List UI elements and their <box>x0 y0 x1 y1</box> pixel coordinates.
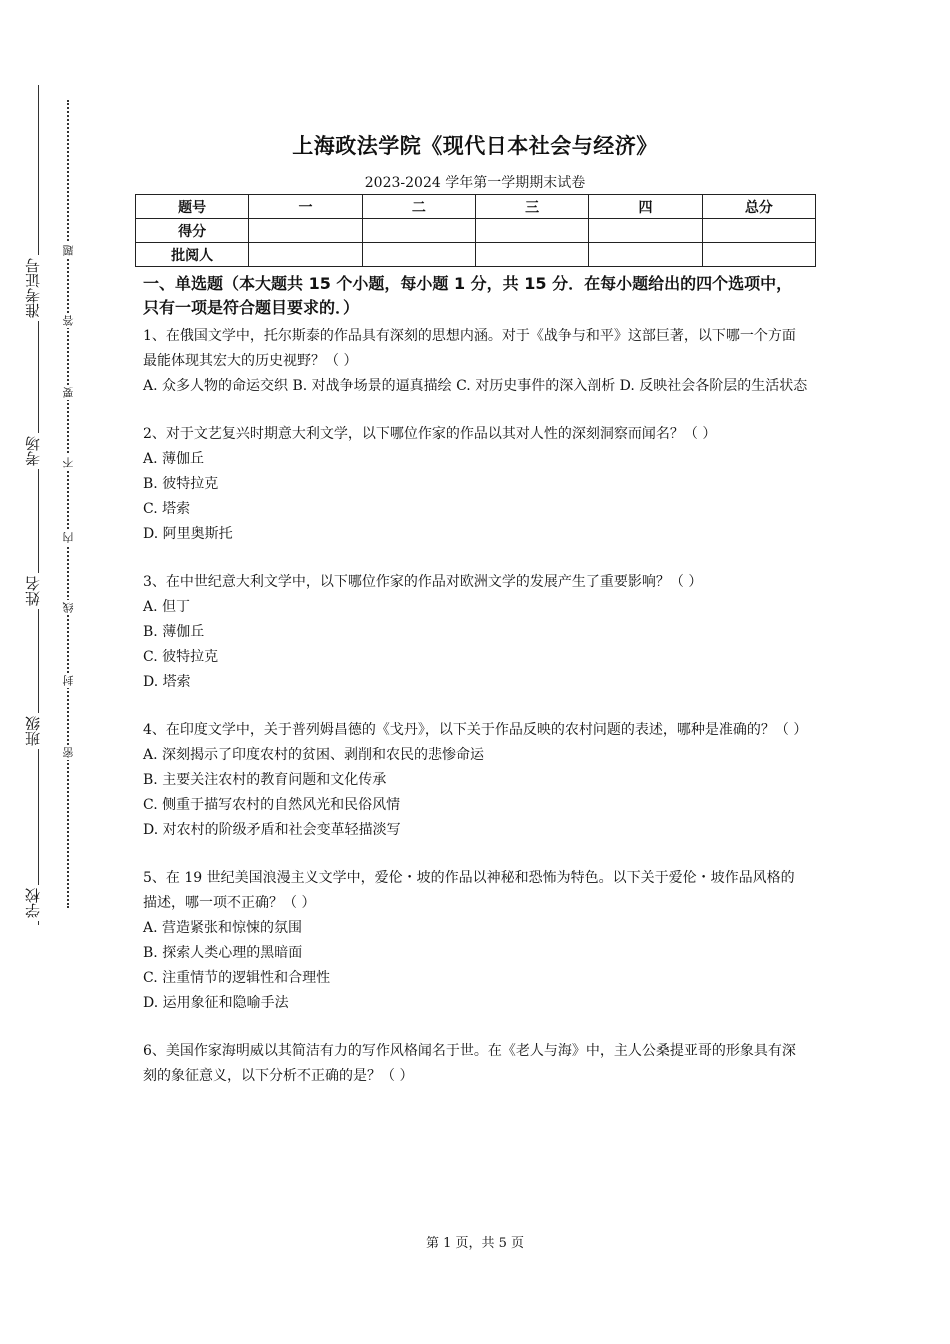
option: B. 薄伽丘 <box>143 624 205 640</box>
seal-char: 封 <box>62 675 75 686</box>
option: A. 但丁 <box>143 599 191 615</box>
score-col-header: 一 <box>249 195 362 219</box>
option: D. 塔索 <box>143 674 191 690</box>
option: B. 彼特拉克 <box>143 476 219 492</box>
score-col-header: 四 <box>589 195 702 219</box>
score-cell[interactable] <box>702 219 815 243</box>
score-col-header: 三 <box>475 195 588 219</box>
seal-char: 内 <box>62 532 75 543</box>
score-cell[interactable] <box>362 219 475 243</box>
option: A. 薄伽丘 <box>143 451 205 467</box>
exam-subtitle: 2023-2024 学年第一学期期末试卷 <box>364 175 586 191</box>
label-class: 班级 <box>22 713 42 749</box>
score-table-header-row <box>136 195 816 219</box>
score-cell[interactable] <box>589 243 702 267</box>
page-footer: 第 1 页，共 5 页 <box>425 1236 525 1251</box>
score-cell[interactable] <box>249 219 362 243</box>
score-cell[interactable] <box>702 243 815 267</box>
question-stem: 3、在中世纪意大利文学中，以下哪位作家的作品对欧洲文学的发展产生了重要影响？（ ） <box>143 574 703 590</box>
option: A. 深刻揭示了印度农村的贫困、剥削和农民的悲惨命运 <box>143 747 485 763</box>
seal-char: 不 <box>62 457 75 468</box>
section-heading: 一、单选题（本大题共 15 个小题，每小题 1 分，共 15 分．在每小题给出的四个选项中，只有一项是符合题目要求的．） <box>143 274 793 317</box>
question-stem: 2、对于文艺复兴时期意大利文学，以下哪位作家的作品以其对人性的深刻洞察而闻名？（ ） <box>143 426 717 442</box>
option: A. 营造紧张和惊悚的氛围 <box>143 920 303 936</box>
option: C. 注重情节的逻辑性和合理性 <box>143 970 331 986</box>
score-table <box>135 194 816 267</box>
seal-char: 要 <box>62 387 75 398</box>
question-4 <box>143 718 808 843</box>
seal-char: 线 <box>62 602 75 613</box>
question-2 <box>143 422 808 547</box>
question-stem: 6、美国作家海明威以其简洁有力的写作风格闻名于世。在《老人与海》中，主人公桑提亚哥的形象具有深刻的象征意义，以下分析不正确的是？（ ） <box>143 1043 796 1084</box>
question-stem: 5、在 19 世纪美国浪漫主义文学中，爱伦・坡的作品以神秘和恐怖为特色。以下关于爱伦・坡作品风格的描述，哪一项不正确？（ ） <box>143 870 795 911</box>
option: C. 塔索 <box>143 501 191 517</box>
seal-char: 答 <box>62 315 75 326</box>
question-options: A. 众多人物的命运交织 B. 对战争场景的逼真描绘 C. 对历史事件的深入剖析 D. 反映社会各阶层的生活状态 <box>143 378 808 394</box>
binding-strip <box>0 0 120 1344</box>
question-1 <box>143 324 808 399</box>
option: C. 侧重于描写农村的自然风光和民俗风情 <box>143 797 401 813</box>
option: B. 探索人类心理的黑暗面 <box>143 945 303 961</box>
score-cell[interactable] <box>249 243 362 267</box>
score-cell[interactable] <box>475 243 588 267</box>
binding-solid-line <box>38 85 39 925</box>
question-3 <box>143 570 808 695</box>
label-exam-number: 准考证号 <box>22 255 42 321</box>
seal-char: 密 <box>62 747 75 758</box>
option: C. 彼特拉克 <box>143 649 219 665</box>
score-row-header: 得分 <box>136 219 249 243</box>
score-col-header: 题号 <box>136 195 249 219</box>
score-row-header: 批阅人 <box>136 243 249 267</box>
label-name: 姓名 <box>22 573 42 609</box>
label-school: 学校 <box>22 885 42 921</box>
score-col-header: 二 <box>362 195 475 219</box>
score-cell[interactable] <box>589 219 702 243</box>
score-table-row <box>136 219 816 243</box>
question-6 <box>143 1039 808 1089</box>
score-cell[interactable] <box>475 219 588 243</box>
exam-title: 上海政法学院《现代日本社会与经济》 <box>292 134 658 158</box>
score-col-header: 总分 <box>702 195 815 219</box>
label-exam-room: 考场 <box>22 433 42 469</box>
score-cell[interactable] <box>362 243 475 267</box>
option: D. 运用象征和隐喻手法 <box>143 995 289 1011</box>
seal-char: 题 <box>62 245 75 256</box>
option: D. 阿里奥斯托 <box>143 526 233 542</box>
seal-dotted-line <box>67 100 69 908</box>
question-stem: 4、在印度文学中，关于普列姆昌德的《戈丹》，以下关于作品反映的农村问题的表述，哪种是准确的？（ ） <box>143 722 808 738</box>
question-stem: 1、在俄国文学中，托尔斯泰的作品具有深刻的思想内涵。对于《战争与和平》这部巨著，以下哪一个方面最能体现其宏大的历史视野？（ ） <box>143 328 796 369</box>
option: D. 对农村的阶级矛盾和社会变革轻描淡写 <box>143 822 401 838</box>
score-table-row <box>136 243 816 267</box>
question-5 <box>143 866 808 1016</box>
option: B. 主要关注农村的教育问题和文化传承 <box>143 772 387 788</box>
exam-content <box>143 272 808 1089</box>
